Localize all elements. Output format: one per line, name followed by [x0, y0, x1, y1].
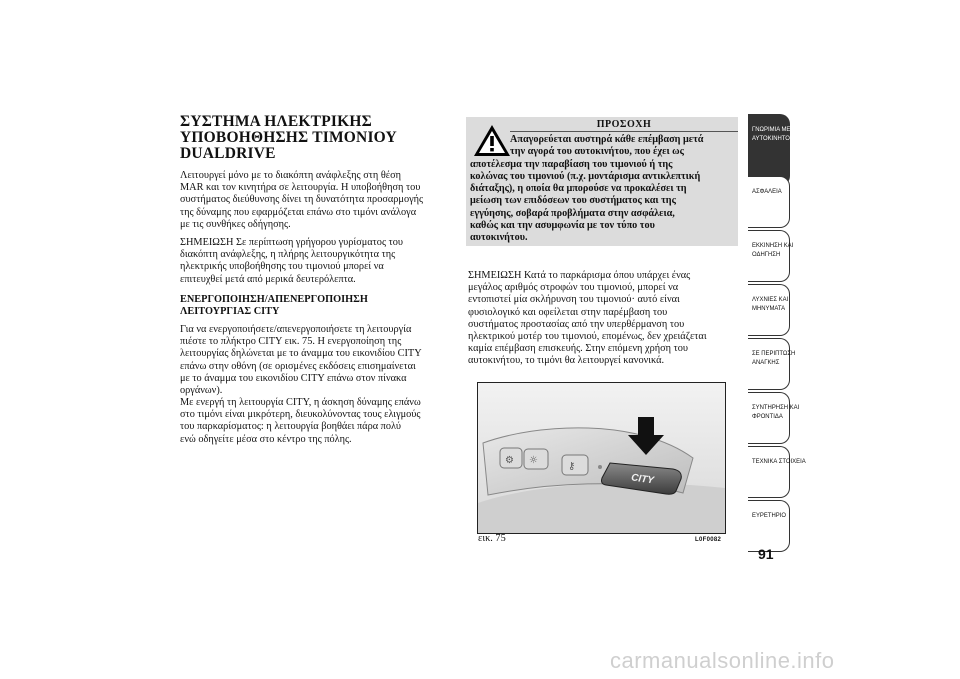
note-paragraph-2: [468, 270, 738, 368]
text-line: του παρκαρίσματος: η λειτουργία βοηθάει πάρα πολύ: [180, 421, 401, 433]
text-line: Για να ενεργοποιήσετε/απενεργοποιήσετε τη λειτουργία: [180, 324, 412, 335]
tab-label: ΟΔΗΓΗΣΗ: [752, 251, 781, 258]
text-line: στο τιμόνι είναι μικρότερη, διευκολύνοντας τους ελιγμούς: [180, 409, 421, 421]
text-line: καθώς και την ασυμφωνία με τον τύπο του: [470, 220, 655, 232]
svg-text:⚙: ⚙: [505, 455, 514, 466]
tab-label: ΑΝΑΓΚΗΣ: [752, 359, 780, 366]
text-line: επάνω στην οθόνη (σε ορισμένες εκδόσεις επισημαίνεται: [180, 360, 416, 372]
text-line: μεγάλος αριθμός στροφών του τιμονιού, μπορεί να: [468, 282, 679, 294]
text-line: την αγορά του αυτοκινήτου, που έχει ως: [510, 146, 684, 158]
watermark: carmanualsonline.info: [610, 648, 835, 673]
text-line: φυσιολογικό και οφείλεται στην παρέμβαση του: [468, 306, 668, 318]
text-line: λειτουργίας δηλώνεται με το άναμμα του εικονιδίου CITY: [180, 348, 422, 360]
tab-technical-data[interactable]: [748, 446, 806, 498]
tab-starting-driving[interactable]: [748, 230, 794, 282]
intro-paragraph: [180, 170, 423, 231]
text-line: ΣΗΜΕΙΩΣΗ Σε περίπτωση γρήγορου γυρίσματος του: [180, 237, 403, 248]
tab-lights-messages[interactable]: [748, 284, 790, 336]
tab-label: ΣΕ ΠΕΡΙΠΤΩΣΗ: [752, 350, 796, 357]
figure-city-button: [477, 382, 726, 534]
dashboard-illustration: [478, 383, 725, 533]
warning-box: [466, 117, 738, 246]
text-line: ηλεκτρικής υποβοήθησης του τιμονιού μπορεί να: [180, 261, 384, 273]
tab-label: ΑΣΦΑΛΕΙΑ: [752, 188, 782, 195]
text-line: της δύναμης που εφαρμόζεται επάνω στο τιμόνι ανάλογα: [180, 206, 417, 218]
text-line: αυτοκινήτου.: [470, 232, 528, 244]
text-line: διακόπτη ανάφλεξης, η πλήρης λειτουργικότητα της: [180, 249, 396, 261]
text-line: ηλεκτρικού μοτέρ του τιμονιού, επομένως, δεν χρειάζεται: [468, 331, 707, 343]
svg-text:☼: ☼: [529, 455, 538, 466]
note-paragraph: [180, 237, 403, 286]
subheading-line: ΛΕΙΤΟΥΡΓΙΑΣ CITY: [180, 306, 280, 318]
tab-maintenance[interactable]: [748, 392, 800, 444]
tab-label: ΑΥΤΟΚΙΝΗΤΟ: [752, 135, 790, 142]
tab-emergency[interactable]: [748, 338, 796, 390]
text-line: Λειτουργεί μόνο με το διακόπτη ανάφλεξης στη θέση: [180, 170, 402, 181]
text-line: διάταξης), η οποία θα μπορούσε να προκαλέσει τη: [470, 183, 687, 195]
text-line: ΣΗΜΕΙΩΣΗ Κατά το παρκάρισμα όπου υπάρχει ένας: [468, 270, 691, 281]
figure-code: L0F0082: [695, 537, 722, 543]
tab-label: ΛΥΧΝΙΕΣ ΚΑΙ: [752, 296, 789, 303]
text-line: εγγύησης, σοβαρά προβλήματα στην ασφάλεια,: [470, 207, 675, 219]
text-line: εντοπιστεί μία σκλήρυνση του τιμονιού· αυτό είναι: [468, 294, 680, 306]
text-line: μείωση των επιδόσεων του συστήματος και της: [470, 195, 676, 207]
heading-line: ΥΠΟΒΟΗΘΗΣΗΣ ΤΙΜΟΝΙΟΥ: [180, 129, 397, 146]
text-line: MAR και τον κινητήρα σε λειτουργία. Η υποβοήθηση του: [180, 182, 421, 194]
section-heading: [180, 114, 450, 162]
text-line: συστήματος διεύθυνσης δίνει τη δυνατότητα προσαρμογής: [180, 194, 424, 206]
text-line: Απαγορεύεται αυστηρά κάθε επέμβαση μετά: [510, 134, 704, 145]
activation-paragraph: [180, 324, 422, 397]
text-line: Με ενεργή τη λειτουργία CITY, η άσκηση δύναμης επάνω: [180, 397, 421, 408]
text-line: με το άναμμα του εικονιδίου CITY επάνω στον πίνακα: [180, 372, 407, 384]
tab-label: ΕΚΚΙΝΗΣΗ ΚΑΙ: [752, 242, 794, 249]
tab-label: ΤΕΧΝΙΚΑ ΣΤΟΙΧΕΙΑ: [752, 458, 806, 465]
tab-label: ΓΝΩΡΙΜΙΑ ΜΕ ΤΟ: [752, 126, 801, 133]
city-effect-paragraph: [180, 397, 421, 446]
subheading-line: ΕΝΕΡΓΟΠΟΙΗΣΗ/ΑΠΕΝΕΡΓΟΠΟΙΗΣΗ: [180, 294, 368, 305]
tab-label: ΜΗΝΥΜΑΤΑ: [752, 305, 786, 312]
page-number: 91: [758, 546, 774, 562]
tab-index[interactable]: [748, 500, 790, 552]
tab-label: ΣΥΝΤΗΡΗΣΗ ΚΑΙ: [752, 404, 800, 411]
tab-label: ΦΡΟΝΤΙΔΑ: [752, 413, 783, 420]
warning-text: [470, 134, 736, 245]
text-line: καμία επέμβαση επισκευής. Στην επόμενη χρήση του: [468, 343, 689, 355]
tab-safety[interactable]: [748, 176, 790, 228]
figure-caption: εικ. 75: [478, 533, 506, 544]
text-line: ενώ οδηγείτε μέσα στο κέντρο της πόλης.: [180, 433, 352, 445]
heading-line: DUALDRIVE: [180, 145, 276, 162]
text-line: πιέστε το πλήκτρο CITY εικ. 75. Η ενεργοποίηση της: [180, 336, 402, 348]
text-line: με τις συνθήκες οδήγησης.: [180, 218, 291, 230]
text-line: αυτοκινήτου, το τιμόνι θα λειτουργεί κανονικά.: [468, 355, 665, 367]
text-line: επιτευχθεί μετά από μερικά δευτερόλεπτα.: [180, 273, 356, 285]
subheading: [180, 294, 368, 318]
svg-text:⚷: ⚷: [568, 461, 576, 472]
text-line: συστήματος προστασίας από την υπερθέρμανση του: [468, 318, 685, 330]
heading-line: ΣΥΣΤΗΜΑ ΗΛΕΚΤΡΙΚΗΣ: [180, 113, 372, 130]
tab-label: ΕΥΡΕΤΗΡΙΟ: [752, 512, 786, 519]
city-button-label: CITY: [630, 472, 655, 487]
text-line: οργάνων).: [180, 385, 223, 397]
text-line: κολώνας του τιμονιού (π.χ. μοντάρισμα αντικλεπτική: [470, 170, 701, 182]
warning-title: ΠΡΟΣΟΧΗ: [510, 119, 738, 132]
text-line: αποτέλεσμα την παραβίαση του τιμονιού ή της: [470, 158, 673, 170]
